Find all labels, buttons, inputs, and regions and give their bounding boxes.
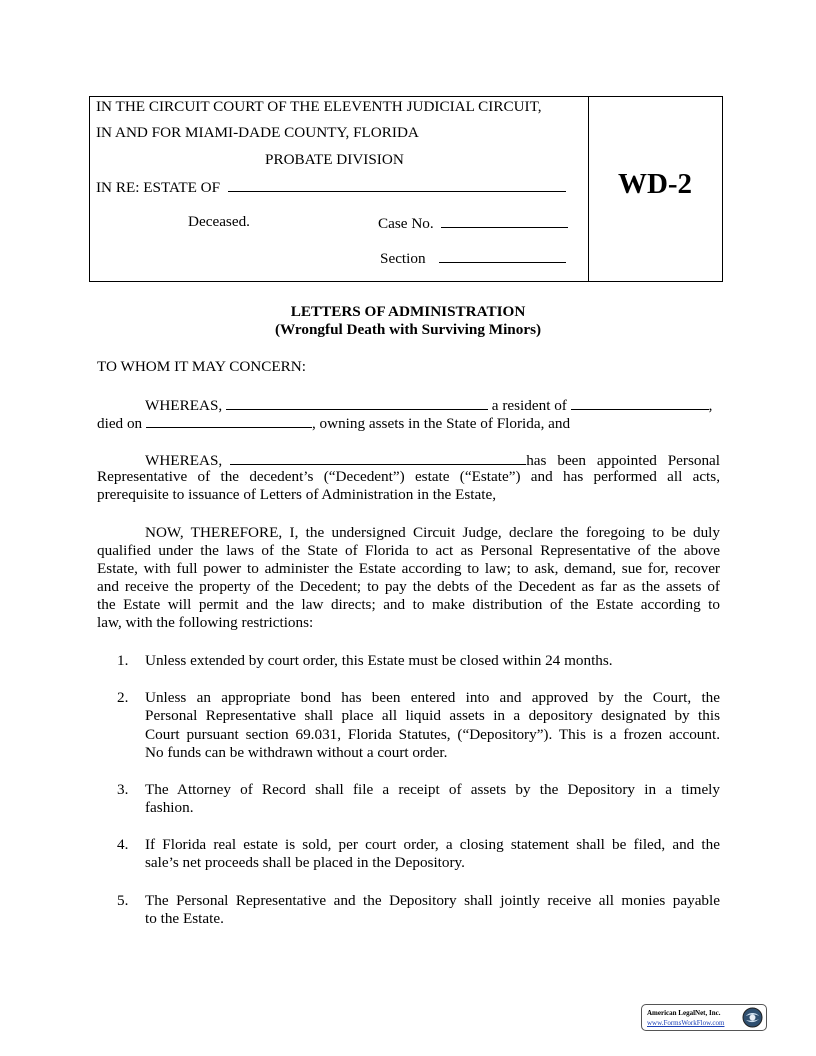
now-therefore-line-2: qualified under the laws of the State of Florida to act as Personal Representative of the above xyxy=(97,542,720,559)
decedent-name-blank[interactable] xyxy=(228,177,566,192)
list-number: 5. xyxy=(117,892,129,909)
now-therefore-line-4: and receive the property of the Decedent; to pay the debts of the Decedent as far as the assets of xyxy=(97,578,720,595)
list-number: 2. xyxy=(117,689,129,706)
whereas-2-line-3: prerequisite to issuance of Letters of Administration in the Estate, xyxy=(97,486,496,503)
list-item-line: Court pursuant section 69.031, Florida Statutes, (“Depository”). This is a frozen account. xyxy=(145,725,720,743)
whereas-2-line-2: Representative of the decedent’s (“Decedent”) estate (“Estate”) and has performed all acts, xyxy=(97,468,720,485)
case-caption-box xyxy=(89,96,723,282)
list-item-line: Unless an appropriate bond has been entered into and approved by the Court, the xyxy=(145,689,720,706)
list-item-line: No funds can be withdrawn without a court order. xyxy=(145,744,448,762)
whereas-1-name-blank[interactable] xyxy=(226,395,488,410)
now-therefore-line-3: Estate, with full power to administer the Estate according to law; to ask, demand, sue for, recover xyxy=(97,560,720,577)
whereas-1-start: WHEREAS, xyxy=(145,397,223,414)
logo-company-name: American LegalNet, Inc. xyxy=(647,1009,721,1017)
list-item-text xyxy=(145,689,720,763)
whereas-2-appointed-text: has been appointed Personal xyxy=(526,452,720,469)
now-therefore-line-5: the Estate will permit and the law directs; and to make distribution of the Estate according to xyxy=(97,596,720,613)
whereas-1-line-2 xyxy=(97,413,720,433)
list-number: 4. xyxy=(117,836,129,853)
in-re-line xyxy=(96,177,566,197)
section-line xyxy=(380,248,566,268)
list-item-text xyxy=(145,836,720,873)
document-subtitle: (Wrongful Death with Surviving Minors) xyxy=(274,321,542,338)
globe-icon xyxy=(742,1007,763,1028)
section-label: Section xyxy=(380,250,426,267)
court-name-line-2: IN AND FOR MIAMI-DADE COUNTY, FLORIDA xyxy=(96,124,419,141)
list-number: 1. xyxy=(117,652,129,669)
list-item-line: to the Estate. xyxy=(145,910,224,928)
list-item-text xyxy=(145,652,720,670)
resident-of-label: a resident of xyxy=(491,397,567,414)
list-item-line: Personal Representative shall place all liquid assets in a depository designated by this xyxy=(145,707,720,725)
list-item-line: Unless extended by court order, this Estate must be closed within 24 months. xyxy=(145,652,613,669)
american-legalnet-logo[interactable] xyxy=(641,1004,767,1031)
case-no-blank[interactable] xyxy=(441,213,568,228)
list-item-line: If Florida real estate is sold, per court order, a closing statement shall be filed, and the xyxy=(145,836,720,853)
date-of-death-blank[interactable] xyxy=(146,413,312,428)
personal-rep-blank[interactable] xyxy=(230,450,526,465)
list-item-text xyxy=(145,892,720,929)
case-no-line xyxy=(378,213,568,233)
list-number: 3. xyxy=(117,781,129,798)
whereas-1-comma: , xyxy=(708,397,713,414)
logo-url-link[interactable]: www.FormsWorkFlow.com xyxy=(647,1019,725,1027)
court-name-line-1: IN THE CIRCUIT COURT OF THE ELEVENTH JUDICIAL CIRCUIT, xyxy=(96,98,542,115)
owning-assets-text: , owning assets in the State of Florida, and xyxy=(311,415,571,432)
now-therefore-line-6: law, with the following restrictions: xyxy=(97,614,314,631)
salutation: TO WHOM IT MAY CONCERN: xyxy=(97,358,306,375)
list-item-text xyxy=(145,781,720,818)
case-no-label: Case No. xyxy=(378,215,434,232)
list-item-line: fashion. xyxy=(145,799,194,817)
residence-blank[interactable] xyxy=(571,395,709,410)
list-item-line: The Personal Representative and the Depository shall jointly receive all monies payable xyxy=(145,892,720,909)
list-item-line: The Attorney of Record shall file a receipt of assets by the Depository in a timely xyxy=(145,781,720,798)
whereas-2-start: WHEREAS, xyxy=(145,452,223,469)
section-blank[interactable] xyxy=(439,248,566,263)
now-therefore-line-1: NOW, THEREFORE, I, the undersigned Circuit Judge, declare the foregoing to be duly xyxy=(145,524,720,541)
document-title: LETTERS OF ADMINISTRATION xyxy=(290,303,526,320)
died-on-label: died on xyxy=(97,415,143,432)
list-item-line: sale’s net proceeds shall be placed in the Depository. xyxy=(145,854,465,872)
in-re-label: IN RE: ESTATE OF xyxy=(96,179,221,196)
division-label: PROBATE DIVISION xyxy=(265,151,404,168)
form-id: WD-2 xyxy=(617,168,693,200)
deceased-label: Deceased. xyxy=(188,213,250,230)
